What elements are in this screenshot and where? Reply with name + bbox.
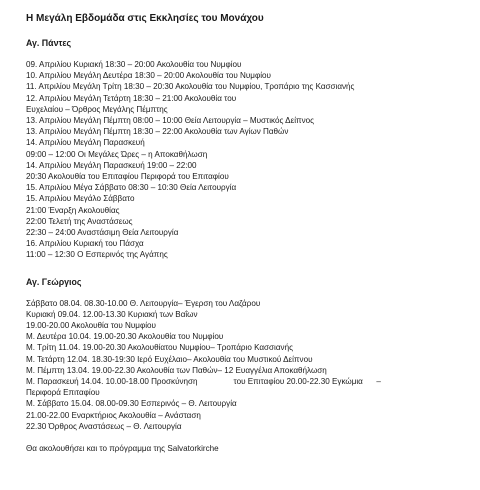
section-agioi-pantes xyxy=(26,38,480,261)
schedule-line: 09. Απριλίου Κυριακή 18:30 – 20:00 Ακολουθία του Νυμφίου xyxy=(26,60,242,69)
schedule-line: 13. Απριλίου Μεγάλη Πέμπτη 08:00 – 10:00 Θεία Λειτουργία – Μυστικός Δείπνος xyxy=(26,116,315,126)
schedule-line: 14. Απριλίου Μεγάλη Παρασκευή xyxy=(26,138,145,148)
schedule-line: 19.00-20.00 Ακολουθία του Νυμφίου xyxy=(26,321,156,331)
schedule-line: Σάββατο 08.04. 08.30-10.00 Θ. Λειτουργία– Έγερση του Λαζάρου xyxy=(26,298,261,308)
schedule-line: 21:00 Έναρξη Ακολουθίας xyxy=(26,205,120,215)
schedule-line: 11:00 – 12:30 Ο Εσπερινός της Αγάπης xyxy=(26,250,168,260)
schedule-line: 22:30 – 24:00 Αναστάσιμη Θεία Λειτουργία xyxy=(26,228,179,238)
schedule-line: Μ. Πέμπτη 13.04. 19.00-22.30 Ακολουθία των Παθών– 12 Ευαγγέλια Αποκαθήλωση xyxy=(26,365,327,375)
section-agios-georgios xyxy=(26,277,480,432)
schedule-line: 15. Απριλίου Μέγα Σάββατο 08:30 – 10:30 Θεία Λειτουργία xyxy=(26,183,237,193)
schedule-line: 12. Απριλίου Μεγάλη Τετάρτη 18:30 – 21:00 Ακολουθία του xyxy=(26,93,237,103)
schedule-line: Μ. Σάββατο 15.04. 08.00-09.30 Εσπερινός – Θ. Λειτουργία xyxy=(26,399,237,409)
schedule-line: Κυριακή 09.04. 12.00-13.30 Κυριακή των Βαΐων xyxy=(26,309,198,319)
schedule-line: Μ. Τετάρτη 12.04. 18.30-19:30 Ιερό Ευχέλαιο– Ακολουθία του Μυστικού Δείπνου xyxy=(26,354,313,364)
schedule-line: 14. Απριλίου Μεγάλη Παρασκευή 19:00 – 22:00 xyxy=(26,160,197,170)
schedule-line: 22:00 Τελετή της Αναστάσεως xyxy=(26,216,133,226)
schedule-line: 09:00 – 12:00 Οι Μεγάλες Ώρες – η Αποκαθήλωση xyxy=(26,149,208,159)
footer-note: Θα ακολουθήσει και το πρόγραμμα της Salvatorkirche xyxy=(26,444,219,454)
section-heading: Αγ. Γεώργιος xyxy=(26,276,82,287)
schedule-line: Περιφορά Επιταφίου xyxy=(26,388,100,398)
schedule-line: Ευχελαίου – Όρθρος Μεγάλης Πέμπτης xyxy=(26,104,168,114)
schedule-line: Μ. Παρασκευή 14.04. 10.00-18.00 Προσκύνηση του Επιταφίου 20.00-22.30 Εγκώμια – xyxy=(26,377,381,387)
schedule-line: Μ. Δευτέρα 10.04. 19.00-20.30 Ακολουθία του Νυμφίου xyxy=(26,332,224,342)
schedule-line: 21.00-22.00 Εναρκτήριος Ακολουθία – Ανάσταση xyxy=(26,410,201,420)
document-title: Η Μεγάλη Εβδομάδα στις Εκκλησίες του Μονάχου xyxy=(26,13,264,24)
schedule-line: 11. Απριλίου Μεγάλη Τρίτη 18:30 – 20:30 Ακολουθία του Νυμφίου, Τροπάριο της Κασσιανής xyxy=(26,82,355,92)
schedule-line: 22.30 Όρθρος Αναστάσεως – Θ. Λειτουργία xyxy=(26,421,182,431)
schedule-line: 16. Απριλίου Κυριακή του Πάσχα xyxy=(26,239,144,249)
schedule-line: 13. Απριλίου Μεγάλη Πέμπτη 18:30 – 22:00 Ακολουθία των Αγίων Παθών xyxy=(26,127,289,137)
section-heading: Αγ. Πάντες xyxy=(26,38,72,48)
schedule-line: Μ. Τρίτη 11.04. 19.00-20.30 Ακολουθίατου Νυμφίου– Τροπάριο Κασσιανής xyxy=(26,343,293,353)
schedule-line: 10. Απριλίου Μεγάλη Δευτέρα 18:30 – 20:00 Ακολουθία του Νυμφίου xyxy=(26,71,271,81)
schedule-line: 20:30 Ακολουθία του Επιταφίου Περιφορά του Επιταφίου xyxy=(26,172,229,182)
schedule-line: 15. Απριλίου Μεγάλο Σάββατο xyxy=(26,194,135,204)
